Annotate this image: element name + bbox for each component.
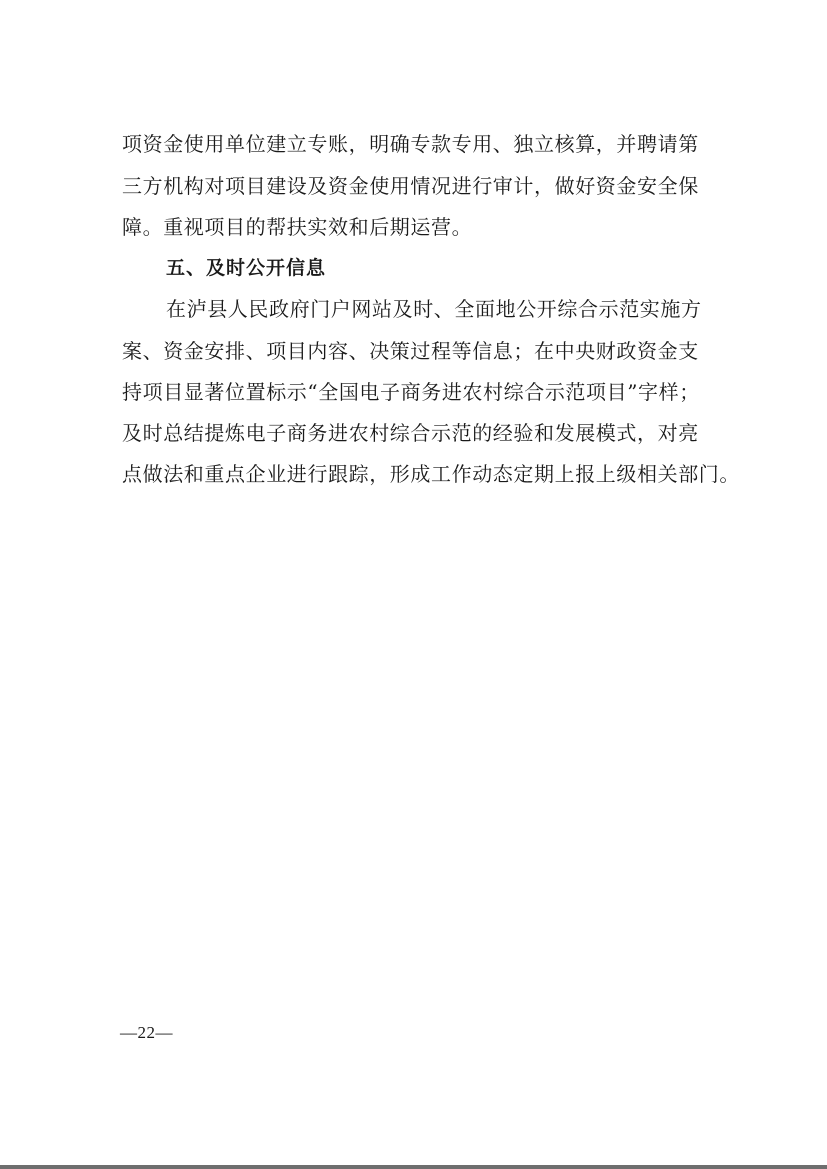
body-text-line: 及时总结提炼电子商务进农村综合示范的经验和发展模式，对亮: [122, 421, 699, 445]
body-text-line: 点做法和重点企业进行跟踪，形成工作动态定期上报上级相关部门。: [122, 462, 740, 486]
body-text-line: 项资金使用单位建立专账，明确专款专用、独立核算，并聘请第: [122, 132, 699, 156]
body-text-line: 三方机构对项目建设及资金使用情况进行审计，做好资金安全保: [122, 174, 699, 198]
page-number: —22—: [120, 1023, 173, 1042]
body-text-line: 障。重视项目的帮扶实效和后期运营。: [122, 215, 473, 239]
section-heading: 五、及时公开信息: [166, 257, 327, 279]
body-text-line: 持项目显著位置标示“全国电子商务进农村综合示范项目”字样；: [122, 380, 700, 404]
page-bottom-edge: [0, 1165, 827, 1169]
body-text-line: 在泸县人民政府门户网站及时、全面地公开综合示范实施方: [166, 297, 702, 321]
body-text-line: 案、资金安排、项目内容、决策过程等信息；在中央财政资金支: [122, 339, 699, 363]
